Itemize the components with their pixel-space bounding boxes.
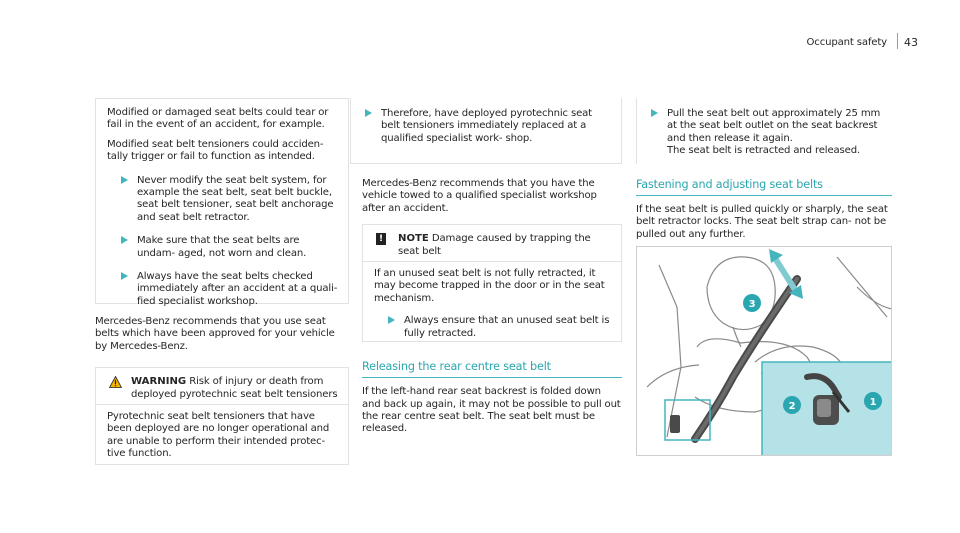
note-box <box>362 224 622 342</box>
bullet-arrow-icon <box>121 176 128 184</box>
section-releasing <box>350 360 622 436</box>
page-number-divider <box>897 33 898 49</box>
warning-text: Modified or damaged seat belts could tear or fail in the event of an accident, for example. <box>107 107 329 131</box>
instruction-bullet <box>107 271 338 308</box>
bullet-arrow-icon <box>651 109 658 117</box>
result-text: The seat belt is retracted and released. <box>667 145 861 157</box>
warning-box <box>95 367 349 465</box>
callout-1 <box>864 392 882 410</box>
bullet-text: Never modify the seat belt system, for example the seat belt, seat belt buckle, seat belt tensioner, seat belt anchorage and seat belt retractor. <box>137 174 334 223</box>
warning-text: Modified seat belt tensioners could acciden- tally trigger or fail to function as intended. <box>107 138 324 163</box>
note-header <box>374 233 611 258</box>
bullet-arrow-icon <box>121 236 128 244</box>
instruction-bullet-box <box>636 98 892 164</box>
warning-triangle-icon <box>109 376 122 388</box>
seat-belt-illustration <box>637 247 892 456</box>
bullet-arrow-icon <box>365 109 372 117</box>
section-title: Fastening and adjusting seat belts <box>636 178 892 196</box>
note-body: If an unused seat belt is not fully retracted, it may become trapped in the door or in the seat mechanism. <box>374 268 605 304</box>
instruction-bullet <box>351 108 611 145</box>
warning-continuation-box <box>350 98 622 164</box>
bullet-text: Always have the seat belts checked immediately after an accident at a quali- fied specialist workshop. <box>137 271 338 307</box>
bullet-arrow-icon <box>388 316 395 324</box>
paragraph: Mercedes-Benz recommends that you use seat belts which have been approved for your vehicle by Mercedes-Benz. <box>95 316 335 352</box>
section-fastening <box>636 178 892 241</box>
callout-3 <box>743 294 761 312</box>
instruction-bullet <box>107 175 338 225</box>
page-number: 43 <box>904 36 918 49</box>
callout-2 <box>783 396 801 414</box>
warning-body: Pyrotechnic seat belt tensioners that have been deployed are no longer operational and are unable to perform their intended protec- tive function. <box>107 411 330 460</box>
divider <box>96 404 348 405</box>
section-name: Occupant safety <box>806 36 887 48</box>
section-body: If the left-hand rear seat backrest is folded down and back up again, it may not be possible to pull out the rear centre seat belt. The seat belt must be released. <box>362 386 621 435</box>
note-label: NOTE <box>398 233 429 245</box>
svg-text:3: 3 <box>748 299 756 310</box>
svg-text:1: 1 <box>869 397 877 408</box>
warning-title: Risk of injury or death from deployed pyrotechnic seat belt tensioners <box>131 376 338 400</box>
column-1 <box>95 98 349 465</box>
column-3 <box>636 98 892 412</box>
bullet-arrow-icon <box>121 272 128 280</box>
note-title: Damage caused by trapping the seat belt <box>398 233 591 257</box>
instruction-bullet <box>637 108 892 158</box>
bullet-text: Always ensure that an unused seat belt is fully retracted. <box>404 315 610 339</box>
section-body: If the seat belt is pulled quickly or sharply, the seat belt retractor locks. The seat belt strap can- not be pulled out any further. <box>636 204 888 240</box>
column-2 <box>350 98 622 443</box>
paragraph: Mercedes-Benz recommends that you have the vehicle towed to a qualified specialist workshop after an accident. <box>362 178 597 214</box>
instruction-bullet <box>107 235 338 260</box>
bullet-text: Make sure that the seat belts are undam- aged, not worn and clean. <box>137 235 307 259</box>
running-header <box>807 27 919 49</box>
bullet-text: Pull the seat belt out approximately 25 mm at the seat belt outlet on the seat backrest and then release it again. <box>667 108 881 144</box>
bullet-text: Therefore, have deployed pyrotechnic seat belt tensioners immediately replaced at a qualified specialist work- shop. <box>381 108 592 144</box>
exclamation-icon: ! <box>376 233 386 245</box>
warning-header <box>107 376 338 401</box>
section-title: Releasing the rear centre seat belt <box>362 360 622 378</box>
warning-continuation-box <box>95 98 349 307</box>
svg-text:2: 2 <box>788 401 796 412</box>
seat-belt-figure <box>636 246 892 456</box>
divider <box>363 261 621 262</box>
instruction-bullet <box>374 315 611 340</box>
warning-label: WARNING <box>131 376 187 388</box>
